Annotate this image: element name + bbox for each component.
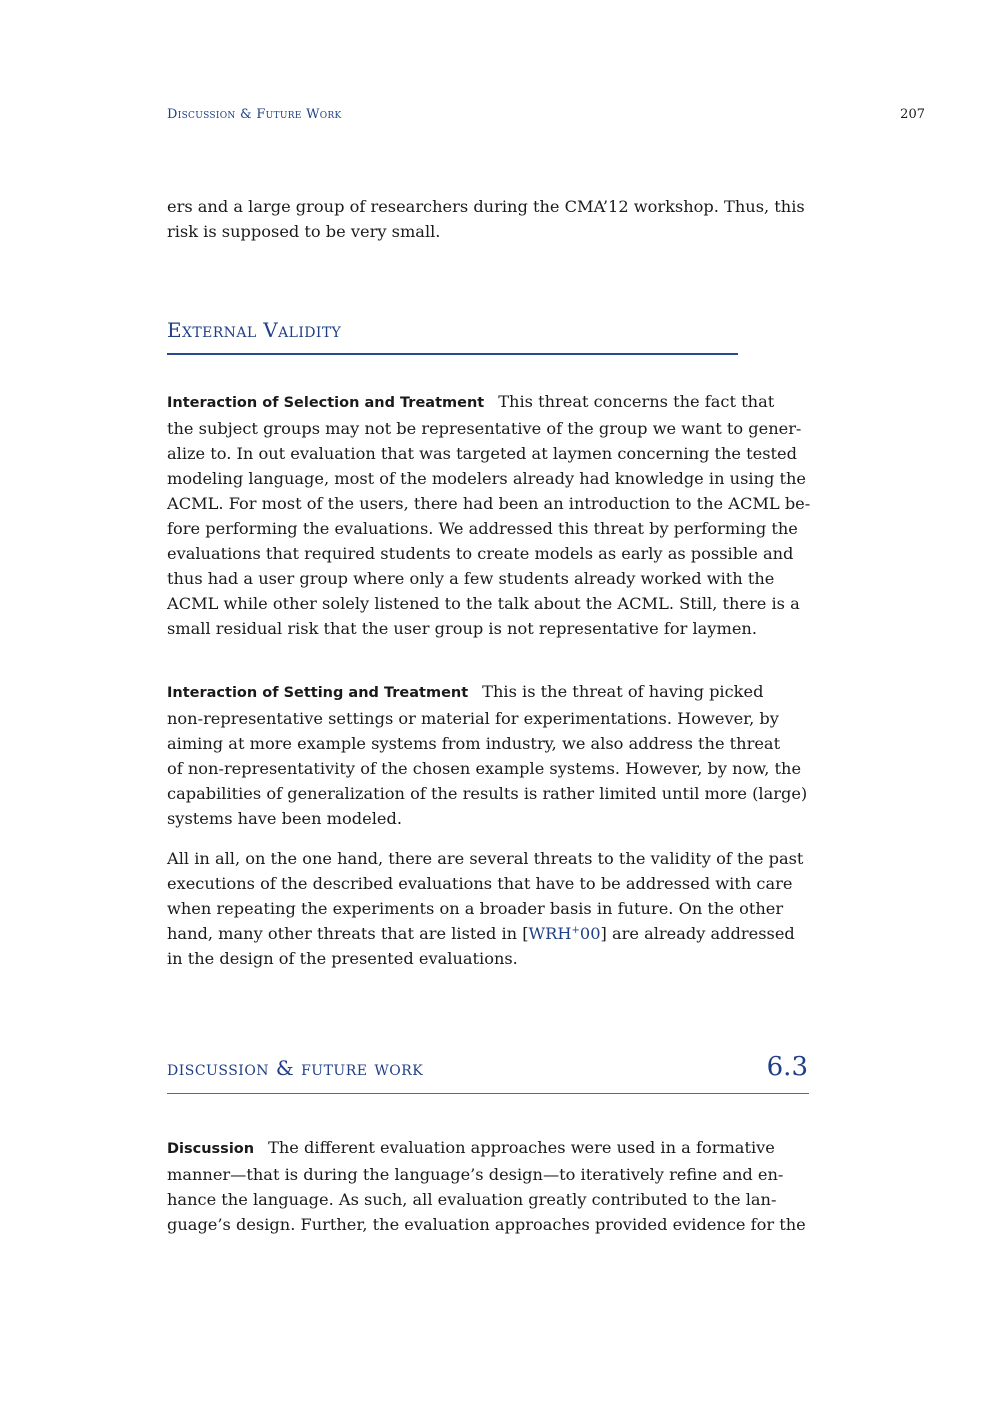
text-line: alize to. In out evaluation that was targeted at laymen concerning the tested: [167, 444, 797, 463]
text-line-content: hand, many other threats that are listed in [: [167, 924, 529, 943]
running-header-title: Discussion & Future Work: [167, 107, 342, 122]
text-line: systems have been modeled.: [167, 809, 402, 828]
citation-key: WRH: [528, 924, 572, 943]
text-line: [167, 679, 764, 706]
citation-link[interactable]: [529, 924, 601, 943]
paragraph-summary: [167, 846, 804, 971]
text-line: manner—that is during the language’s design—to iteratively refine and en-: [167, 1165, 784, 1184]
page-number: 207: [900, 107, 925, 122]
section-title: discussion & future work: [167, 1056, 424, 1080]
text-line: aiming at more example systems from industry, we also address the threat: [167, 734, 781, 753]
text-line: capabilities of generalization of the results is rather limited until more (large): [167, 784, 808, 803]
text-line: non-representative settings or material for experimentations. However, by: [167, 709, 779, 728]
text-line: when repeating the experiments on a broader basis in future. On the other: [167, 899, 784, 918]
paragraph-discussion: [167, 1135, 806, 1237]
text-line: in the design of the presented evaluations.: [167, 949, 518, 968]
subsection-rule: [167, 353, 738, 355]
citation-sup: +: [571, 925, 580, 936]
text-line: of non-representativity of the chosen example systems. However, by now, the: [167, 759, 802, 778]
text-line-content: This is the threat of having picked: [482, 682, 764, 701]
paragraph-heading: Interaction of Selection and Treatment: [167, 395, 485, 411]
text-line: fore performing the evaluations. We addressed this threat by performing the: [167, 519, 798, 538]
text-line-content: ] are already addressed: [600, 924, 795, 943]
paragraph-heading: Discussion: [167, 1141, 255, 1157]
text-line-content: This threat concerns the fact that: [498, 392, 775, 411]
text-line: [167, 1135, 775, 1162]
text-line: the subject groups may not be representative of the group we want to gener-: [167, 419, 802, 438]
text-line: executions of the described evaluations that have to be addressed with care: [167, 874, 793, 893]
text-line: All in all, on the one hand, there are several threats to the validity of the past: [167, 849, 804, 868]
text-line: ACML while other solely listened to the talk about the ACML. Still, there is a: [167, 594, 800, 613]
text-line-content: The different evaluation approaches were used in a formative: [268, 1138, 775, 1157]
text-line: small residual risk that the user group is not representative for laymen.: [167, 619, 757, 638]
paragraph-setting-treatment: [167, 679, 808, 831]
paragraph-heading: Interaction of Setting and Treatment: [167, 685, 469, 701]
text-line: risk is supposed to be very small.: [167, 222, 441, 241]
text-line: guage’s design. Further, the evaluation approaches provided evidence for the: [167, 1215, 806, 1234]
citation-year: 00: [579, 924, 601, 943]
text-line: [167, 921, 795, 946]
text-line: [167, 389, 775, 416]
text-line: thus had a user group where only a few students already worked with the: [167, 569, 775, 588]
text-line: hance the language. As such, all evaluation greatly contributed to the lan-: [167, 1190, 777, 1209]
text-line: ACML. For most of the users, there had been an introduction to the ACML be-: [167, 494, 811, 513]
intro-paragraph: [167, 194, 805, 244]
text-line: modeling language, most of the modelers already had knowledge in using the: [167, 469, 807, 488]
text-line: ers and a large group of researchers during the CMA’12 workshop. Thus, this: [167, 197, 805, 216]
subsection-title-external-validity: External Validity: [167, 318, 342, 342]
text-line: evaluations that required students to create models as early as possible and: [167, 544, 794, 563]
section-rule: [167, 1093, 809, 1094]
section-number: 6.3: [766, 1052, 808, 1082]
paragraph-selection-treatment: [167, 389, 811, 641]
